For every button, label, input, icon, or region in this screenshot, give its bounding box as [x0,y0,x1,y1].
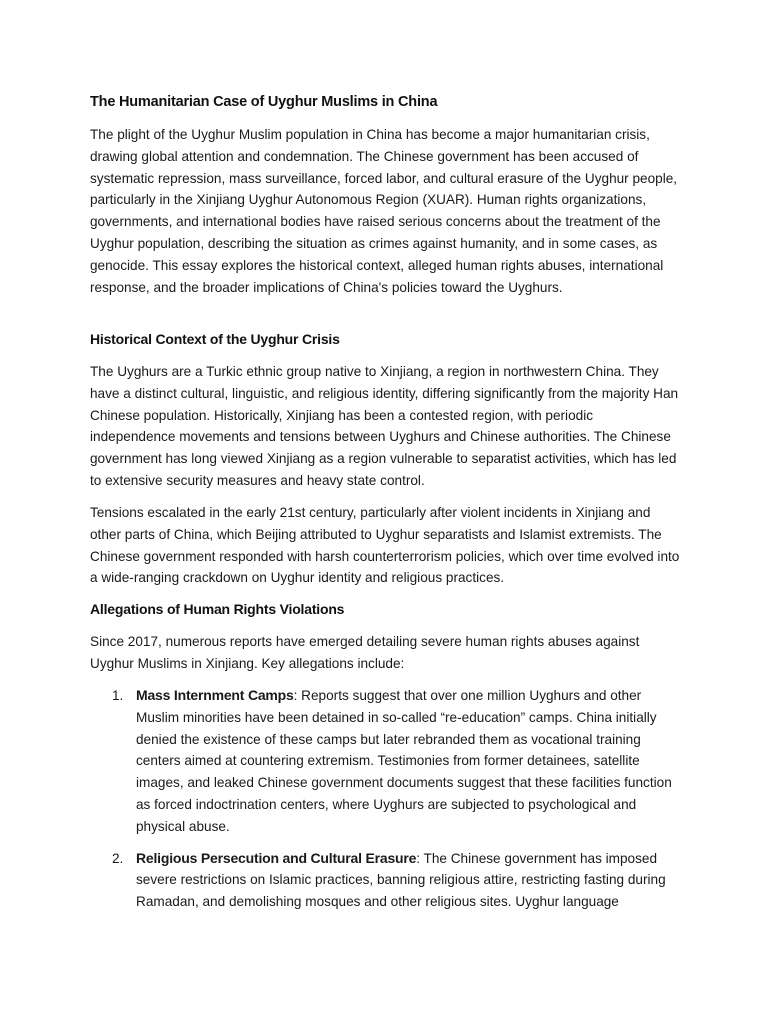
list-item-number: 2. [112,850,124,866]
section-heading-allegations: Allegations of Human Rights Violations [90,601,345,617]
intro-paragraph: The plight of the Uyghur Muslim population in China has become a major humanitarian crisis, drawing global attention and condemnation. The Chinese government has been accused of systematic repression, mass surveillance, forced labor, and cultural erasure of the Uyghur people, particularly in the Xinjiang Uyghur Autonomous Region (XUAR). Human rights organizations, governments, and international bodies have raised serious concerns about the treatment of the Uyghur population, describing the situation as crimes against humanity, and in some cases, as genocide. This essay explores the historical context, alleged human rights abuses, international response, and the broader implications of China's policies toward the Uyghurs. [90,127,678,295]
list-item-text: : The Chinese government has imposed severe restrictions on Islamic practices, banning religious attire, restricting fasting during Ramadan, and demolishing mosques and other religious sites. Uyghur language [136,850,666,910]
list-item [90,685,680,838]
document-title: The Humanitarian Case of Uyghur Muslims in China [90,94,438,110]
list-item-term: Mass Internment Camps [136,687,294,703]
list-item-number: 1. [112,688,124,703]
allegations-intro-paragraph: Since 2017, numerous reports have emerged detailing severe human rights abuses against Uyghur Muslims in Xinjiang. Key allegations include: [90,634,640,671]
section-heading-historical-context: Historical Context of the Uyghur Crisis [90,331,340,347]
list-item-text: : Reports suggest that over one million Uyghurs and other Muslim minorities have been detained in so-called “re-education” camps. China initially denied the existence of these camps but later rebranded them as vocational training centers aimed at countering extremism. Testimonies from former detainees, satellite images, and leaked Chinese government documents suggest that these facilities function as forced indoctrination centers, where Uyghurs are subjected to psychological and physical abuse. [136,688,672,834]
historical-context-paragraph-1: The Uyghurs are a Turkic ethnic group native to Xinjiang, a region in northwestern China. They have a distinct cultural, linguistic, and religious identity, differing significantly from the majority Han Chinese population. Historically, Xinjiang has been a contested region, with periodic independence movements and tensions between Uyghurs and Chinese authorities. The Chinese government has long viewed Xinjiang as a region vulnerable to separatist activities, which has led to extensive security measures and heavy state control. [90,364,679,488]
allegations-list [90,685,680,923]
historical-context-paragraph-2: Tensions escalated in the early 21st century, particularly after violent incidents in Xinjiang and other parts of China, which Beijing attributed to Uyghur separatists and Islamist extremists. The Chinese government responded with harsh counterterrorism policies, which over time evolved into a wide-ranging crackdown on Uyghur identity and religious practices. [90,505,680,586]
list-item [90,848,680,913]
list-item-term: Religious Persecution and Cultural Erasure [136,849,417,866]
